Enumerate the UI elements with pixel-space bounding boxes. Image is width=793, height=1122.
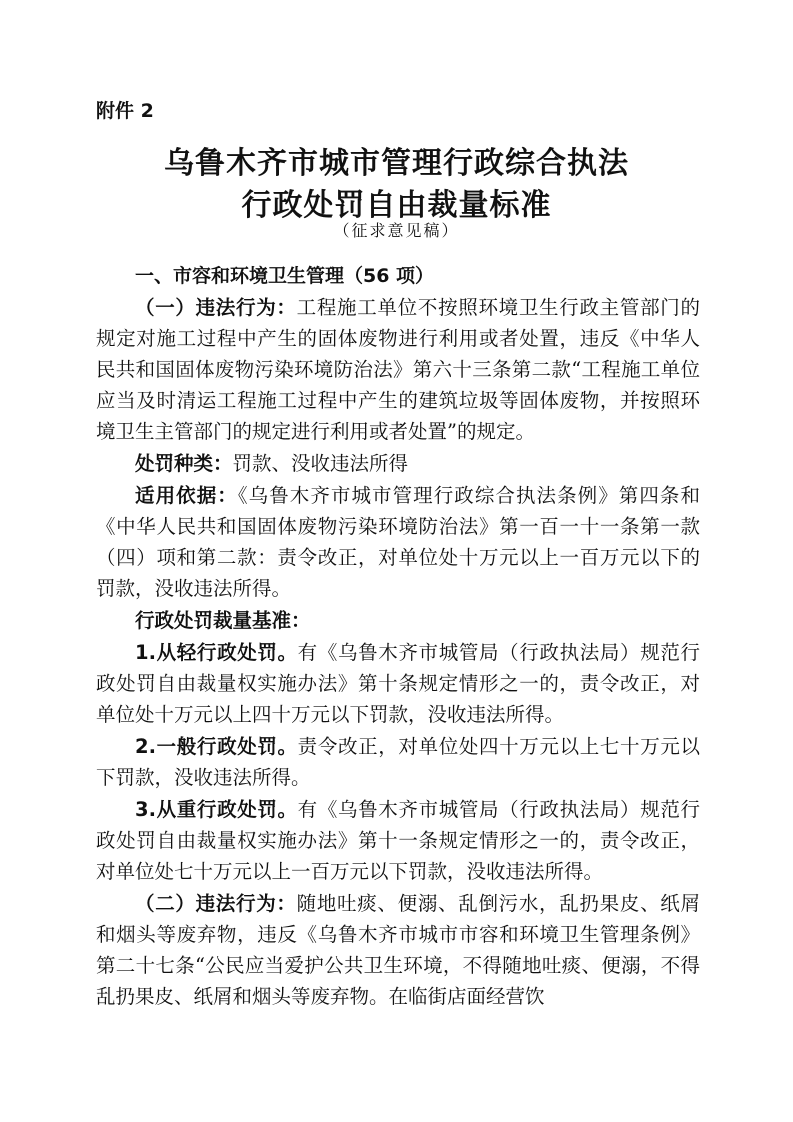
item1-basis-text: 《乌鲁木齐市城市管理行政综合执法条例》第四条和《中华人民共和国固体废物污染环境防治法》第一百一十一条第一款（四）项和第二款：责令改正，对单位处十万元以上一百万元以下的罚款，没收违法所得。 [96, 484, 700, 600]
item1-violation-paragraph [96, 292, 700, 447]
item1-level1-paragraph [96, 637, 700, 730]
item2-violation-label: （二）违法行为： [135, 892, 297, 915]
item1-level2-paragraph [96, 731, 700, 793]
item1-violation-label: （一）违法行为： [135, 296, 297, 319]
document-body [96, 260, 700, 1012]
item1-level1-text: 有《乌鲁木齐市城管局（行政执法局）规范行政处罚自由裁量权实施办法》第十条规定情形之一的，责令改正，对单位处十万元以上四十万元以下罚款，没收违法所得。 [96, 641, 700, 726]
document-subtitle: （征求意见稿） [333, 221, 460, 240]
item1-penalty-label: 处罚种类： [135, 452, 233, 475]
item1-penalty-text: 罚款、没收违法所得 [232, 452, 409, 475]
item1-level2-label: 2.一般行政处罚。 [135, 735, 298, 758]
item1-penalty-paragraph [96, 448, 700, 479]
item1-level2-text: 责令改正，对单位处四十万元以上七十万元以下罚款，没收违法所得。 [96, 735, 700, 789]
document-title-line1: 乌鲁木齐市城市管理行政综合执法 [164, 146, 629, 181]
item1-standard-label: 行政处罚裁量基准： [135, 609, 311, 632]
document-title-line2: 行政处罚自由裁量标准 [241, 188, 552, 223]
item1-standard-heading [96, 605, 700, 636]
item1-level3-paragraph [96, 794, 700, 887]
item2-violation-text: 随地吐痰、便溺、乱倒污水，乱扔果皮、纸屑和烟头等废弃物，违反《乌鲁木齐市城市市容和环境卫生管理条例》第二十七条“公民应当爱护公共卫生环境，不得随地吐痰、便溺，不得乱扔果皮、纸屑和烟头等废弃物。在临街店面经营饮 [96, 892, 700, 1008]
item1-basis-paragraph [96, 480, 700, 604]
item1-level3-text: 有《乌鲁木齐市城管局（行政执法局）规范行政处罚自由裁量权实施办法》第十一条规定情形之一的，责令改正，对单位处七十万元以上一百万元以下罚款，没收违法所得。 [96, 798, 700, 883]
item1-level3-label: 3.从重行政处罚。 [135, 798, 298, 821]
item1-level1-label: 1.从轻行政处罚。 [135, 641, 298, 664]
item1-basis-label: 适用依据： [135, 484, 238, 507]
section-heading-text: 一、市容和环境卫生管理（56 项） [135, 265, 435, 287]
attachment-label: 附件 2 [96, 100, 154, 122]
item2-violation-paragraph [96, 888, 700, 1012]
section-heading [96, 260, 700, 292]
item1-violation-text: 工程施工单位不按照环境卫生行政主管部门的规定对施工过程中产生的固体废物进行利用或者处置，违反《中华人民共和国固体废物污染环境防治法》第六十三条第二款“工程施工单位应当及时清运工程施工过程中产生的建筑垃圾等固体废物，并按照环境卫生主管部门的规定进行利用或者处置”的规定。 [96, 296, 700, 443]
